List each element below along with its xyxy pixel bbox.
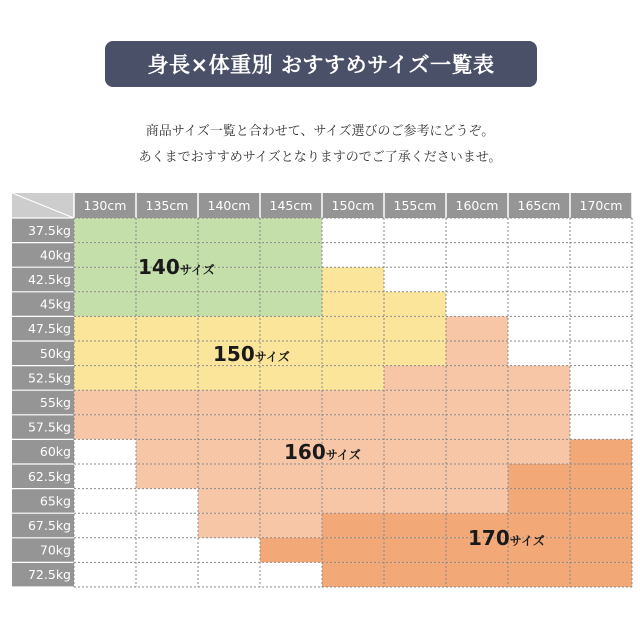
size-cell-160 [322, 489, 384, 514]
size-cell-160 [508, 415, 570, 440]
size-cell-none [570, 316, 632, 341]
size-cell-160 [508, 439, 570, 464]
height-header-label: 165cm [517, 198, 561, 213]
size-cell-none [570, 292, 632, 317]
size-cell-140 [136, 218, 198, 243]
size-cell-150 [74, 341, 136, 366]
size-cell-none [384, 218, 446, 243]
size-cell-none [508, 267, 570, 292]
size-cell-none [570, 341, 632, 366]
size-cell-none [508, 218, 570, 243]
weight-header-label: 50kg [39, 345, 71, 361]
size-cell-none [74, 513, 136, 538]
size-cell-170 [570, 489, 632, 514]
size-cell-none [136, 562, 198, 587]
size-cell-170 [570, 513, 632, 538]
size-cell-none [74, 439, 136, 464]
size-cell-none [198, 562, 260, 587]
size-cell-160 [74, 415, 136, 440]
size-cell-160 [198, 390, 260, 415]
size-cell-170 [570, 538, 632, 563]
size-cell-none [74, 489, 136, 514]
size-region-label-170: 170サイズ [468, 526, 545, 550]
height-header-label: 155cm [393, 198, 437, 213]
size-cell-160 [198, 439, 260, 464]
size-cell-none [136, 489, 198, 514]
size-cell-170 [260, 538, 322, 563]
size-region-label-140: 140サイズ [138, 255, 215, 279]
size-cell-none [570, 390, 632, 415]
weight-header-label: 37.5kg [27, 222, 71, 238]
weight-header-label: 70kg [39, 542, 71, 558]
size-cell-none [570, 366, 632, 391]
size-cell-none [570, 218, 632, 243]
size-cell-none [570, 415, 632, 440]
size-cell-140 [74, 243, 136, 268]
height-header-label: 145cm [269, 198, 313, 213]
size-cell-160 [198, 464, 260, 489]
size-cell-170 [570, 562, 632, 587]
size-cell-none [508, 341, 570, 366]
size-cell-none [74, 464, 136, 489]
size-cell-150 [322, 366, 384, 391]
size-cell-150 [260, 316, 322, 341]
weight-header-label: 67.5kg [27, 518, 71, 533]
height-header-label: 150cm [331, 198, 375, 213]
size-cell-160 [322, 464, 384, 489]
height-header-label: 135cm [145, 198, 189, 213]
size-cell-170 [508, 464, 570, 489]
size-cell-150 [384, 316, 446, 341]
size-cell-none [446, 292, 508, 317]
size-cell-160 [384, 439, 446, 464]
height-header-label: 160cm [455, 198, 499, 213]
size-cell-160 [198, 489, 260, 514]
height-header-label: 170cm [579, 198, 623, 213]
size-cell-150 [136, 366, 198, 391]
size-cell-150 [384, 341, 446, 366]
size-cell-none [198, 538, 260, 563]
size-cell-170 [322, 562, 384, 587]
size-cell-160 [508, 366, 570, 391]
size-cell-160 [446, 489, 508, 514]
size-cell-160 [136, 415, 198, 440]
size-cell-none [446, 243, 508, 268]
height-header-label: 130cm [83, 198, 127, 213]
size-cell-140 [260, 267, 322, 292]
size-cell-170 [446, 562, 508, 587]
size-cell-none [136, 538, 198, 563]
size-cell-150 [198, 316, 260, 341]
weight-header-label: 47.5kg [27, 321, 71, 337]
size-cell-150 [74, 316, 136, 341]
weight-header-label: 72.5kg [27, 567, 71, 583]
size-cell-160 [260, 489, 322, 514]
size-cell-170 [384, 513, 446, 538]
size-cell-140 [74, 267, 136, 292]
size-cell-160 [384, 390, 446, 415]
size-cell-none [446, 267, 508, 292]
size-cell-none [508, 316, 570, 341]
size-cell-160 [260, 513, 322, 538]
weight-header-label: 45kg [39, 296, 71, 312]
size-cell-160 [508, 390, 570, 415]
intro-line-2: あくまでおすすめサイズとなりますのでご了承くださいませ。 [138, 150, 502, 165]
size-cell-none [136, 513, 198, 538]
size-cell-160 [446, 390, 508, 415]
size-cell-160 [384, 366, 446, 391]
size-cell-160 [198, 415, 260, 440]
size-cell-160 [446, 316, 508, 341]
size-cell-140 [260, 218, 322, 243]
size-cell-160 [260, 390, 322, 415]
weight-header-label: 65kg [39, 493, 71, 509]
size-cell-none [322, 243, 384, 268]
size-cell-140 [74, 292, 136, 317]
size-cell-170 [322, 538, 384, 563]
intro-line-1: 商品サイズ一覧と合わせて、サイズ選びのご参考にどうぞ。 [145, 124, 495, 139]
size-cell-none [322, 218, 384, 243]
size-cell-140 [198, 218, 260, 243]
size-cell-none [508, 243, 570, 268]
size-cell-150 [136, 316, 198, 341]
size-cell-140 [260, 243, 322, 268]
size-cell-160 [384, 464, 446, 489]
weight-header-label: 40kg [39, 247, 71, 263]
size-cell-160 [384, 415, 446, 440]
size-cell-150 [322, 292, 384, 317]
size-cell-none [384, 243, 446, 268]
size-cell-160 [322, 390, 384, 415]
size-cell-160 [260, 464, 322, 489]
page-title: 身長×体重別 おすすめサイズ一覧表 [105, 41, 537, 87]
size-cell-170 [570, 464, 632, 489]
size-cell-140 [198, 292, 260, 317]
size-cell-160 [74, 390, 136, 415]
size-cell-170 [384, 538, 446, 563]
weight-header-label: 57.5kg [27, 419, 71, 435]
size-cell-160 [136, 464, 198, 489]
size-cell-170 [508, 562, 570, 587]
size-cell-160 [384, 489, 446, 514]
weight-header-label: 62.5kg [27, 468, 71, 484]
size-cell-none [446, 218, 508, 243]
size-cell-170 [508, 489, 570, 514]
size-cell-140 [136, 292, 198, 317]
size-cell-none [74, 562, 136, 587]
size-cell-none [384, 267, 446, 292]
size-cell-150 [384, 292, 446, 317]
size-cell-140 [74, 218, 136, 243]
weight-header-label: 42.5kg [27, 272, 71, 287]
height-header-label: 140cm [207, 198, 251, 213]
size-cell-160 [136, 390, 198, 415]
size-cell-160 [322, 415, 384, 440]
size-cell-none [74, 538, 136, 563]
size-cell-170 [570, 439, 632, 464]
size-cell-150 [136, 341, 198, 366]
size-cell-140 [260, 292, 322, 317]
size-cell-none [570, 243, 632, 268]
size-cell-160 [260, 415, 322, 440]
size-cell-150 [198, 366, 260, 391]
weight-header-label: 55kg [39, 395, 71, 410]
size-cell-160 [446, 439, 508, 464]
size-cell-none [508, 292, 570, 317]
size-region-label-150: 150サイズ [213, 342, 290, 366]
size-cell-160 [136, 439, 198, 464]
size-cell-160 [446, 341, 508, 366]
weight-header-label: 52.5kg [27, 370, 71, 386]
size-region-label-160: 160サイズ [284, 440, 361, 464]
size-cell-none [260, 562, 322, 587]
size-cell-150 [260, 366, 322, 391]
size-cell-160 [198, 513, 260, 538]
size-cell-150 [322, 267, 384, 292]
weight-header-label: 60kg [39, 444, 71, 460]
size-cell-170 [384, 562, 446, 587]
size-cell-160 [446, 366, 508, 391]
size-cell-160 [446, 464, 508, 489]
size-cell-150 [74, 366, 136, 391]
size-cell-170 [322, 513, 384, 538]
size-cell-150 [322, 341, 384, 366]
size-cell-160 [446, 415, 508, 440]
size-cell-150 [322, 316, 384, 341]
size-cell-none [570, 267, 632, 292]
